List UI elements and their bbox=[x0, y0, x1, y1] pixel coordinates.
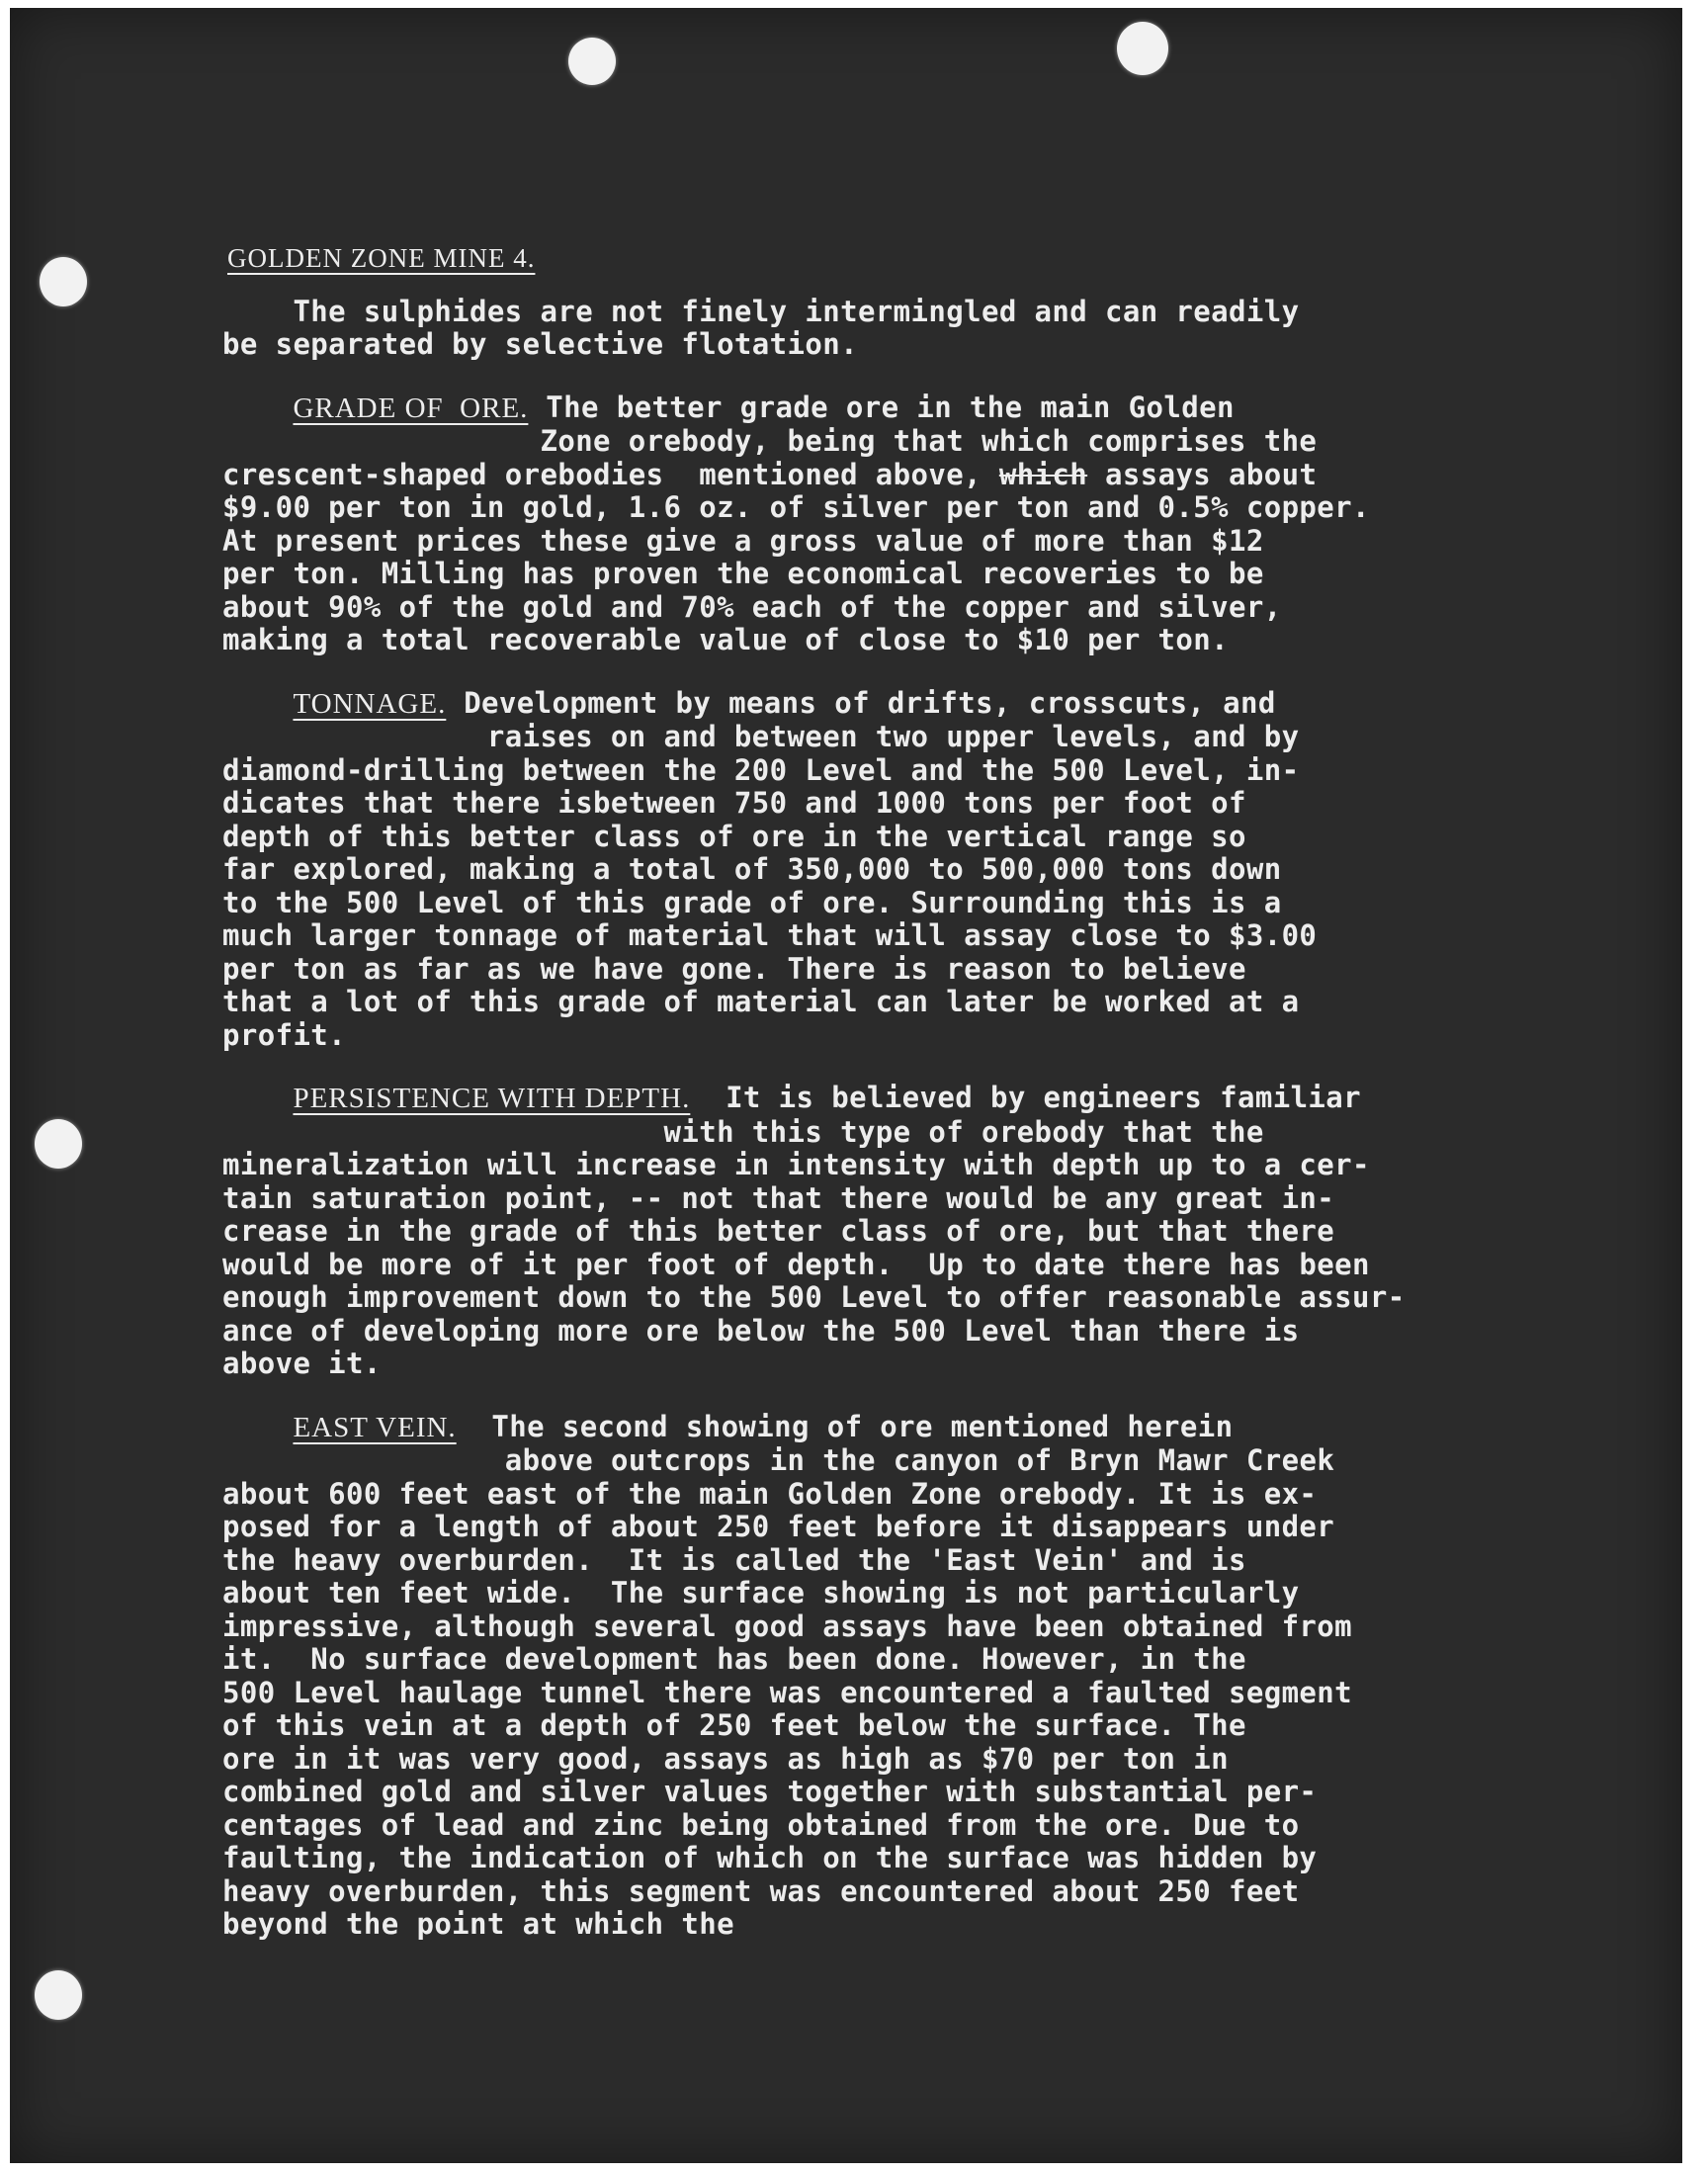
persistence-line: mineralization will increase in intensity with depth up to a cer- bbox=[222, 1148, 1370, 1181]
persistence-first-line bbox=[222, 1082, 1547, 1116]
tonnage-line: diamond-drilling between the 200 Level and the 500 Level, in- bbox=[222, 752, 1300, 787]
grade-first-line bbox=[222, 392, 1547, 426]
struck-out-word: which bbox=[998, 457, 1088, 491]
page-title-text: GOLDEN ZONE MINE 4. bbox=[227, 243, 536, 273]
punch-hole-top-left bbox=[568, 38, 616, 85]
grade-line-with-correction bbox=[222, 459, 1547, 492]
persistence-line: with this type of orebody that the bbox=[222, 1114, 1264, 1149]
tonnage-line: that a lot of this grade of material can later be worked at a bbox=[222, 985, 1300, 1018]
persistence-line: tain saturation point, -- not that there would be any great in- bbox=[222, 1180, 1335, 1215]
east-vein-first-line bbox=[222, 1411, 1547, 1445]
page-title bbox=[227, 242, 1547, 276]
tonnage-first-line bbox=[222, 687, 1547, 722]
intro-line: be separated by selective flotation. bbox=[222, 327, 858, 361]
persistence-line: above it. bbox=[222, 1347, 382, 1380]
east-vein-line: ore in it was very good, assays as high as $70 per ton in bbox=[222, 1741, 1229, 1776]
grade-of-ore-section bbox=[222, 392, 1547, 657]
inserted-word: above bbox=[504, 1443, 594, 1477]
tonnage-line: profit. bbox=[222, 1017, 347, 1052]
grade-line-text: crescent-shaped orebodies mentioned above, bbox=[222, 457, 999, 491]
punch-hole-left-top bbox=[40, 257, 87, 306]
east-vein-line: faulting, the indication of which on the surface was hidden by bbox=[222, 1841, 1318, 1874]
east-vein-heading: EAST VEIN. bbox=[293, 1411, 457, 1443]
east-vein-line: the heavy overburden. It is called the 'East Vein' and is bbox=[222, 1542, 1246, 1577]
grade-first-text: The better grade ore in the main Golden bbox=[528, 390, 1235, 424]
grade-line: making a total recoverable value of close to $10 per ton. bbox=[222, 623, 1229, 656]
tonnage-line: far explored, making a total of 350,000 to 500,000 tons down bbox=[222, 852, 1282, 886]
east-vein-line: beyond the point at which the bbox=[222, 1907, 734, 1941]
east-vein-line: about ten feet wide. The surface showing is not particularly bbox=[222, 1576, 1300, 1610]
persistence-line: would be more of it per foot of depth. Up to date there has been bbox=[222, 1247, 1370, 1281]
persistence-line: ance of developing more ore below the 500 Level than there is bbox=[222, 1313, 1300, 1348]
punch-hole-top-right bbox=[1117, 22, 1168, 75]
grade-heading: GRADE OF ORE. bbox=[293, 392, 529, 424]
tonnage-section bbox=[222, 687, 1547, 1053]
grade-line: At present prices these give a gross value of more than $12 bbox=[222, 523, 1264, 558]
tonnage-line: to the 500 Level of this grade of ore. Surrounding this is a bbox=[222, 885, 1282, 919]
east-vein-line: about 600 feet east of the main Golden Zone orebody. It is ex- bbox=[222, 1476, 1318, 1511]
east-vein-line: 500 Level haulage tunnel there was encountered a faulted segment bbox=[222, 1675, 1353, 1709]
tonnage-line: per ton as far as we have gone. There is reason to believe bbox=[222, 951, 1246, 986]
east-vein-line: centages of lead and zinc being obtained from the ore. Due to bbox=[222, 1807, 1300, 1842]
east-vein-line: it. No surface development has been done. However, in the bbox=[222, 1642, 1246, 1676]
tonnage-heading: TONNAGE. bbox=[293, 687, 447, 720]
tonnage-line: raises on and between two upper levels, and by bbox=[222, 720, 1300, 753]
intro-line: The sulphides are not finely intermingled and can readily bbox=[222, 294, 1300, 328]
grade-line: per ton. Milling has proven the economical recoveries to be bbox=[222, 557, 1264, 590]
persistence-section bbox=[222, 1082, 1547, 1381]
persistence-line: crease in the grade of this better class of ore, but that there bbox=[222, 1214, 1335, 1248]
east-vein-line-with-insertion bbox=[222, 1444, 1547, 1478]
persistence-first-text: It is believed by engineers familiar bbox=[690, 1081, 1362, 1114]
east-vein-line: posed for a length of about 250 feet before it disappears under bbox=[222, 1510, 1335, 1543]
east-vein-line: combined gold and silver values together with substantial per- bbox=[222, 1775, 1318, 1808]
tonnage-first-text: Development by means of drifts, crosscuts, and bbox=[446, 685, 1276, 720]
tonnage-line: depth of this better class of ore in the vertical range so bbox=[222, 819, 1246, 853]
east-vein-first-text: The second showing of ore mentioned herein bbox=[456, 1409, 1234, 1443]
east-vein-line-text: outcrops in the canyon of Bryn Mawr Creek bbox=[610, 1443, 1335, 1477]
intro-paragraph bbox=[222, 296, 1547, 362]
grade-line: Zone orebody, being that which comprises the bbox=[222, 424, 1318, 458]
tonnage-line: dicates that there isbetween 750 and 1000 tons per foot of bbox=[222, 786, 1246, 820]
east-vein-line: impressive, although several good assays have been obtained from bbox=[222, 1609, 1353, 1643]
punch-hole-left-bottom bbox=[35, 1970, 82, 2020]
grade-line: about 90% of the gold and 70% each of the copper and silver, bbox=[222, 589, 1282, 624]
east-vein-line: of this vein at a depth of 250 feet below the surface. The bbox=[222, 1708, 1246, 1742]
persistence-line: enough improvement down to the 500 Level to offer reasonable assur- bbox=[222, 1280, 1406, 1314]
east-vein-section bbox=[222, 1411, 1547, 1942]
punch-hole-left-middle bbox=[35, 1119, 82, 1169]
persistence-heading: PERSISTENCE WITH DEPTH. bbox=[293, 1083, 691, 1114]
grade-line-text-after: assays about bbox=[1087, 457, 1318, 491]
document-body bbox=[222, 242, 1547, 1971]
tonnage-line: much larger tonnage of material that will assay close to $3.00 bbox=[222, 918, 1318, 952]
east-vein-line: heavy overburden, this segment was encountered about 250 feet bbox=[222, 1873, 1300, 1908]
grade-line: $9.00 per ton in gold, 1.6 oz. of silver per ton and 0.5% copper. bbox=[222, 490, 1370, 524]
